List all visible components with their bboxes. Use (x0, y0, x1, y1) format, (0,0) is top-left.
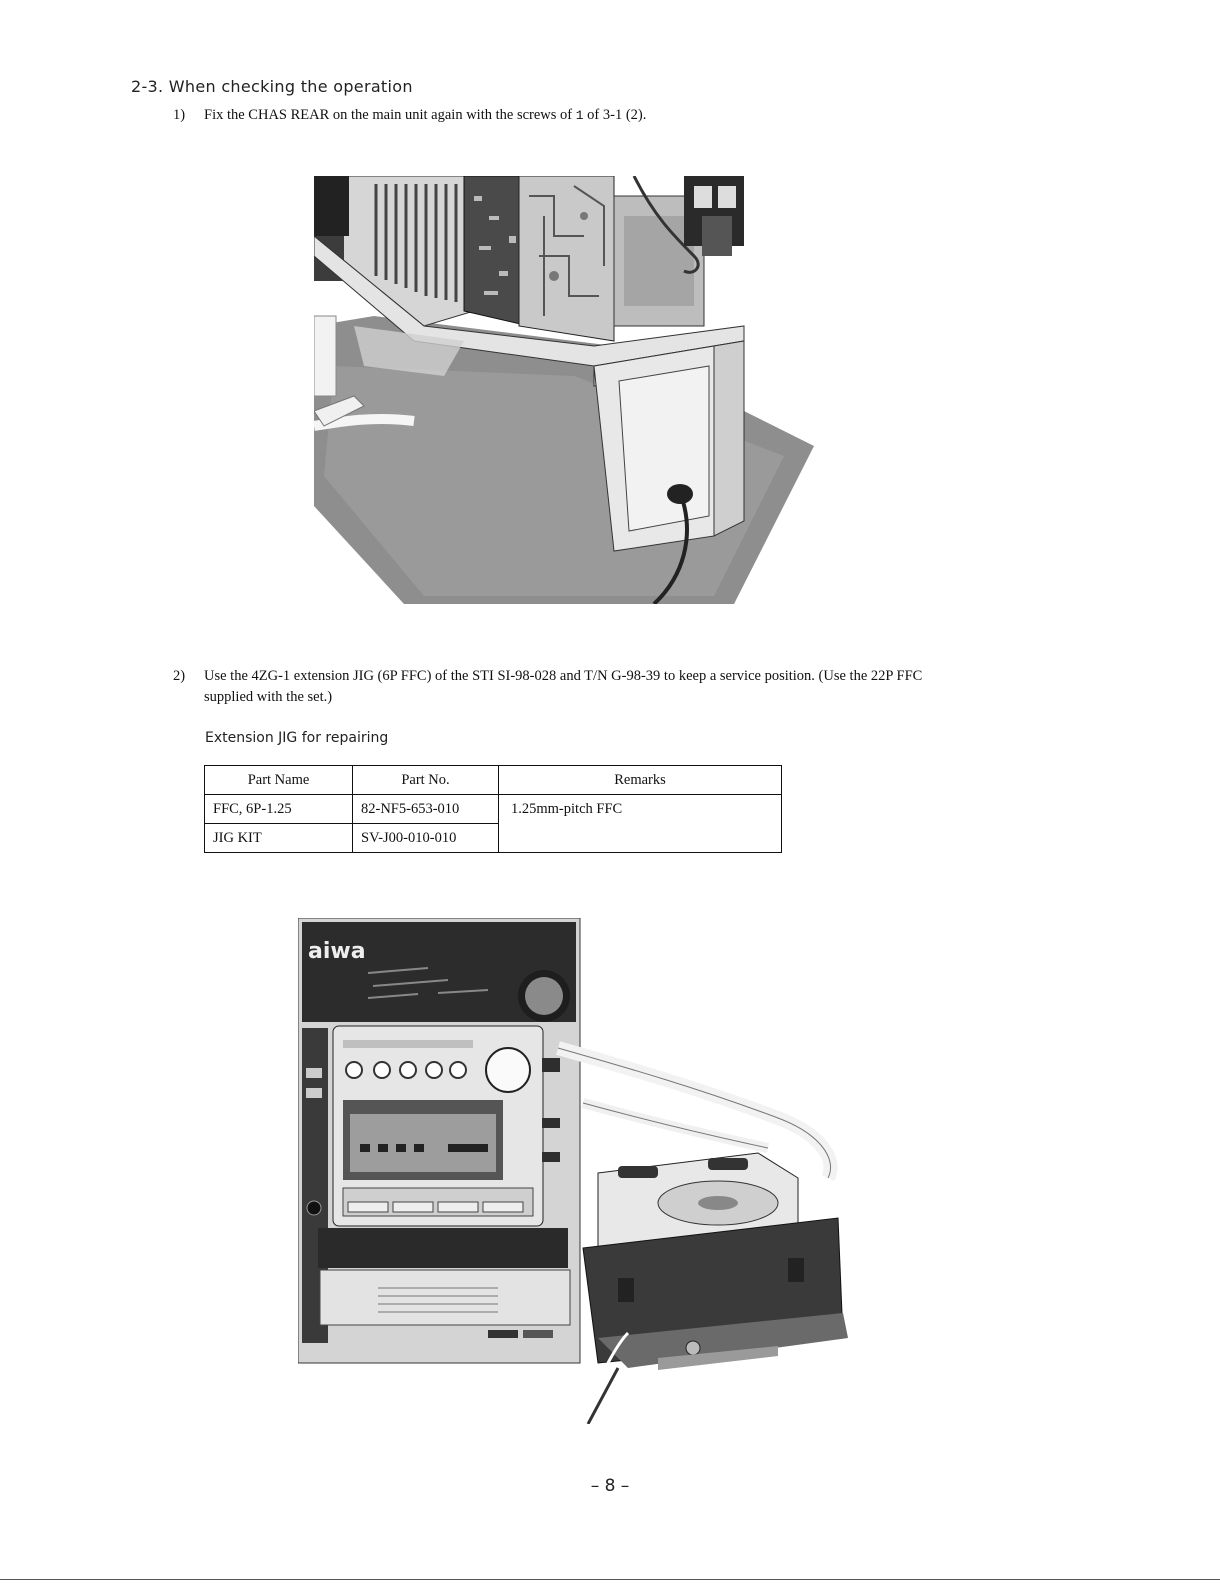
step-1-number: 1) (173, 107, 186, 123)
chassis-rear-photo (314, 176, 820, 604)
part-name-cell: FFC, 6P-1.25 (205, 795, 353, 824)
table-row (205, 795, 782, 824)
part-no-cell: 82-NF5-653-010 (353, 795, 499, 824)
step-2-line-1: Use the 4ZG-1 extension JIG (6P FFC) of the STI SI-98-028 and T/N G-98-39 to keep a service position. (Use the 22P FFC (204, 668, 923, 684)
bottom-rule (0, 1579, 1220, 1580)
step-1-text-after: of 3-1 (2). (583, 107, 647, 123)
extension-jig-table (204, 765, 782, 853)
header-part-no: Part No. (353, 766, 499, 795)
table-header-row (205, 766, 782, 795)
header-remarks: Remarks (499, 766, 782, 795)
table-caption: Extension JIG for repairing (205, 730, 389, 746)
part-name-cell: JIG KIT (205, 824, 353, 853)
step-2-line-2: supplied with the set.) (204, 689, 333, 705)
step-1-text (204, 105, 646, 126)
step-1-text-before: Fix the CHAS REAR on the main unit again with the screws of (204, 107, 576, 123)
step-1 (173, 105, 646, 126)
page-number: – 8 – (590, 1476, 630, 1496)
brand-logo: aiwa (308, 939, 366, 964)
section-title: 2-3. When checking the operation (131, 77, 413, 96)
header-part-name: Part Name (205, 766, 353, 795)
part-no-cell: SV-J00-010-010 (353, 824, 499, 853)
screw-reference: 1 (575, 108, 584, 123)
remarks-cell: 1.25mm-pitch FFC (499, 795, 782, 853)
step-2 (173, 666, 922, 708)
step-2-number: 2) (173, 668, 186, 684)
service-position-photo (298, 918, 854, 1424)
